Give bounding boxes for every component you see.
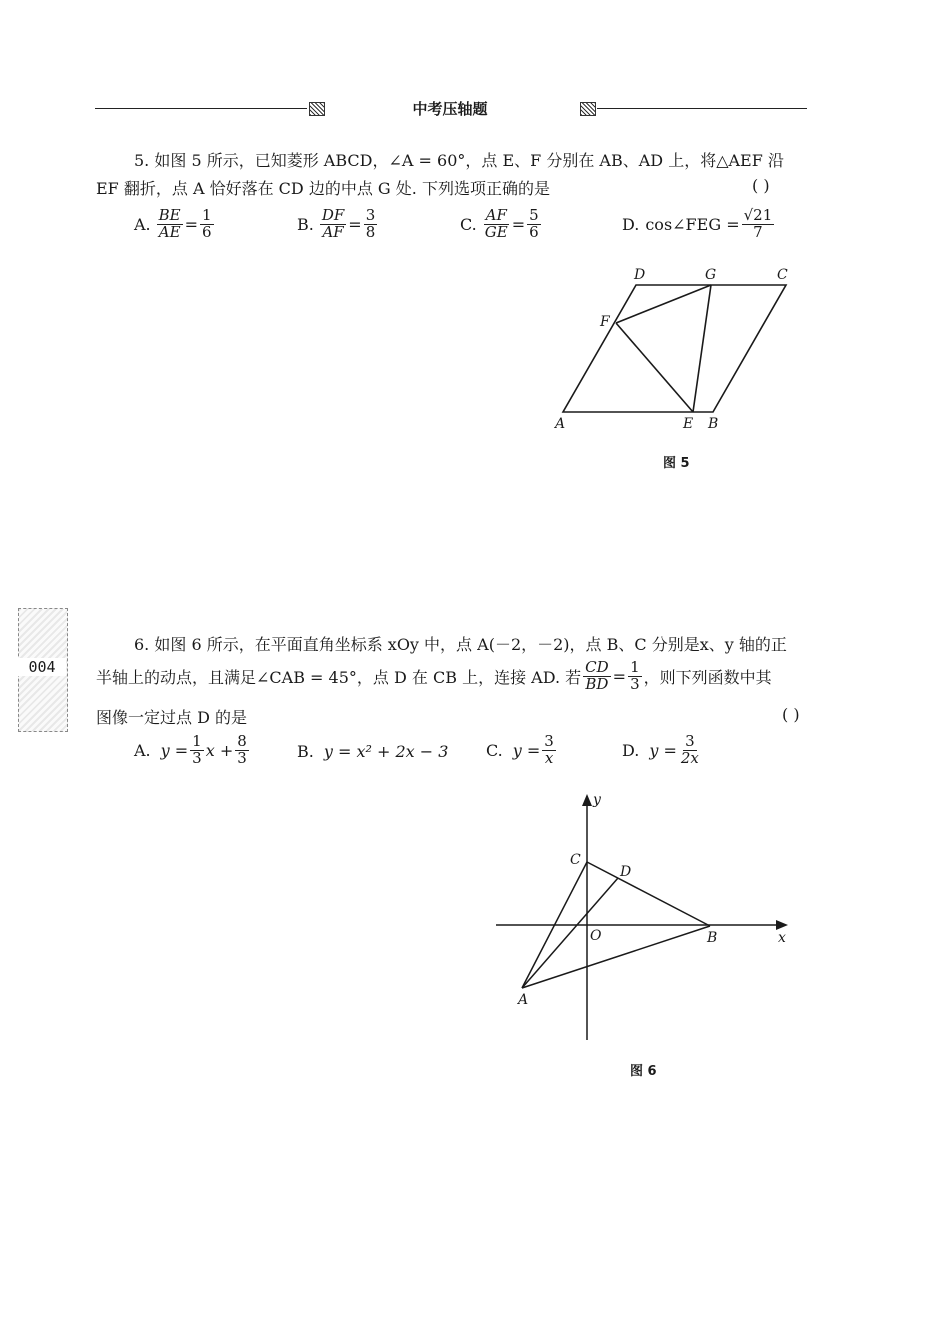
numerator: 1 — [202, 206, 212, 224]
point-label-d: D — [620, 864, 632, 880]
numerator: 3 — [365, 206, 376, 224]
point-label-c: C — [777, 267, 788, 283]
numerator: 8 — [237, 732, 247, 750]
equals-sign: = — [612, 666, 627, 686]
option-label: A. — [134, 214, 151, 234]
point-label-d: D — [634, 267, 646, 283]
option-expression: cos∠FEG = — [645, 214, 740, 234]
denominator: 3 — [630, 674, 640, 693]
figure-6-coordinate-plane — [490, 790, 800, 1050]
page-number: 004 — [18, 658, 66, 676]
numerator: 5 — [529, 206, 539, 224]
q6-line-3: 图像一定过点 D 的是 — [96, 708, 248, 727]
point-label-e: E — [683, 416, 694, 432]
denominator: 3 — [192, 748, 202, 767]
q6-option-d — [622, 734, 703, 767]
denominator: GE — [484, 222, 508, 241]
q6-line-2-tail: ，则下列函数中其 — [643, 667, 772, 687]
q6-line-1: 6. 如图 6 所示，在平面直角坐标系 xOy 中，点 A(－2，－2)，点 B、C 分别是x、y 轴的正 — [134, 635, 787, 654]
figure-5-caption: 图 5 — [663, 456, 690, 471]
option-label: D. — [622, 740, 640, 760]
fraction — [190, 734, 204, 767]
figure-5-rhombus — [540, 262, 810, 442]
q5-option-a — [134, 208, 216, 241]
denominator: 6 — [202, 222, 212, 241]
point-label-b: B — [707, 930, 718, 946]
q6-line-2 — [96, 660, 772, 693]
numerator: DF — [321, 206, 345, 224]
q6-option-b — [297, 742, 448, 761]
denominator: 7 — [753, 222, 763, 241]
axis-label-x: x — [778, 930, 786, 946]
q5-line-2: EF 翻折，点 A 恰好落在 CD 边的中点 G 处. 下列选项正确的是 — [96, 179, 550, 198]
option-expression: y = — [649, 740, 677, 760]
denominator: 8 — [365, 222, 376, 241]
rhombus-abcd — [563, 285, 786, 412]
q6-option-a — [134, 734, 251, 767]
fraction — [542, 734, 556, 767]
denominator: 3 — [237, 748, 247, 767]
header-rule-left — [95, 108, 307, 109]
option-label: B. — [297, 214, 314, 234]
segment-ab — [522, 926, 710, 988]
denominator: 2x — [680, 748, 699, 767]
header-title: 中考压轴题 — [412, 100, 488, 118]
fraction — [200, 208, 214, 241]
fraction — [583, 660, 611, 693]
option-label: C. — [460, 214, 477, 234]
q5-option-c — [460, 208, 543, 241]
x-axis-arrow — [776, 920, 788, 930]
header-ornament-right — [580, 102, 596, 116]
numerator: AF — [485, 206, 507, 224]
fraction — [320, 208, 346, 241]
numerator: 3 — [685, 732, 695, 750]
option-expression: y = — [512, 740, 541, 760]
q6-line-2-text: 半轴上的动点，且满足∠CAB = 45°，点 D 在 CB 上，连接 AD. 若 — [96, 667, 582, 687]
fraction — [742, 208, 775, 241]
q6-answer-bracket: ( ) — [782, 705, 800, 724]
q5-answer-bracket: ( ) — [752, 176, 770, 195]
segment-fg — [616, 285, 711, 323]
option-label: B. — [297, 742, 314, 761]
fraction — [527, 208, 541, 241]
fraction — [235, 734, 249, 767]
segment-ge — [693, 285, 711, 412]
fraction — [157, 208, 183, 241]
header-ornament-left — [309, 102, 325, 116]
fraction — [628, 660, 642, 693]
equals-sign: = — [511, 214, 526, 234]
point-label-a: A — [518, 992, 529, 1008]
numerator: √21 — [743, 206, 773, 224]
q5-line-1: 5. 如图 5 所示，已知菱形 ABCD，∠A = 60°，点 E、F 分别在 AB、AD 上，将△AEF 沿 — [134, 151, 784, 170]
numerator: 3 — [544, 732, 554, 750]
equals-sign: = — [184, 214, 199, 234]
option-label: C. — [486, 740, 503, 760]
fraction — [483, 208, 510, 241]
denominator: x — [544, 748, 554, 767]
point-label-b: B — [708, 416, 719, 432]
denominator: AE — [158, 222, 181, 241]
numerator: CD — [585, 658, 609, 676]
numerator: BE — [158, 206, 181, 224]
q5-option-d — [622, 208, 776, 241]
point-label-c: C — [570, 852, 581, 868]
denominator: 6 — [529, 222, 539, 241]
fraction — [364, 208, 378, 241]
option-expression: y = x² + 2x − 3 — [323, 742, 449, 761]
segment-fe — [616, 323, 693, 412]
numerator: 1 — [630, 658, 640, 676]
y-axis-arrow — [582, 794, 592, 806]
figure-6-caption: 图 6 — [630, 1064, 657, 1079]
q6-option-c — [486, 734, 558, 767]
denominator: BD — [585, 674, 609, 693]
axis-label-y: y — [593, 792, 601, 808]
denominator: AF — [322, 222, 344, 241]
option-label: D. — [622, 214, 640, 234]
equals-sign: = — [348, 214, 362, 234]
point-label-a: A — [555, 416, 566, 432]
q5-option-b — [297, 208, 379, 241]
point-label-f: F — [600, 314, 610, 330]
header-rule-right — [597, 108, 807, 109]
option-expression: y = — [160, 740, 189, 760]
point-label-g: G — [705, 267, 717, 283]
segment-cb — [587, 862, 710, 926]
numerator: 1 — [192, 732, 202, 750]
fraction — [679, 734, 701, 767]
point-label-o: O — [590, 928, 602, 944]
option-label: A. — [134, 740, 151, 760]
option-expression-mid: x + — [205, 740, 234, 760]
